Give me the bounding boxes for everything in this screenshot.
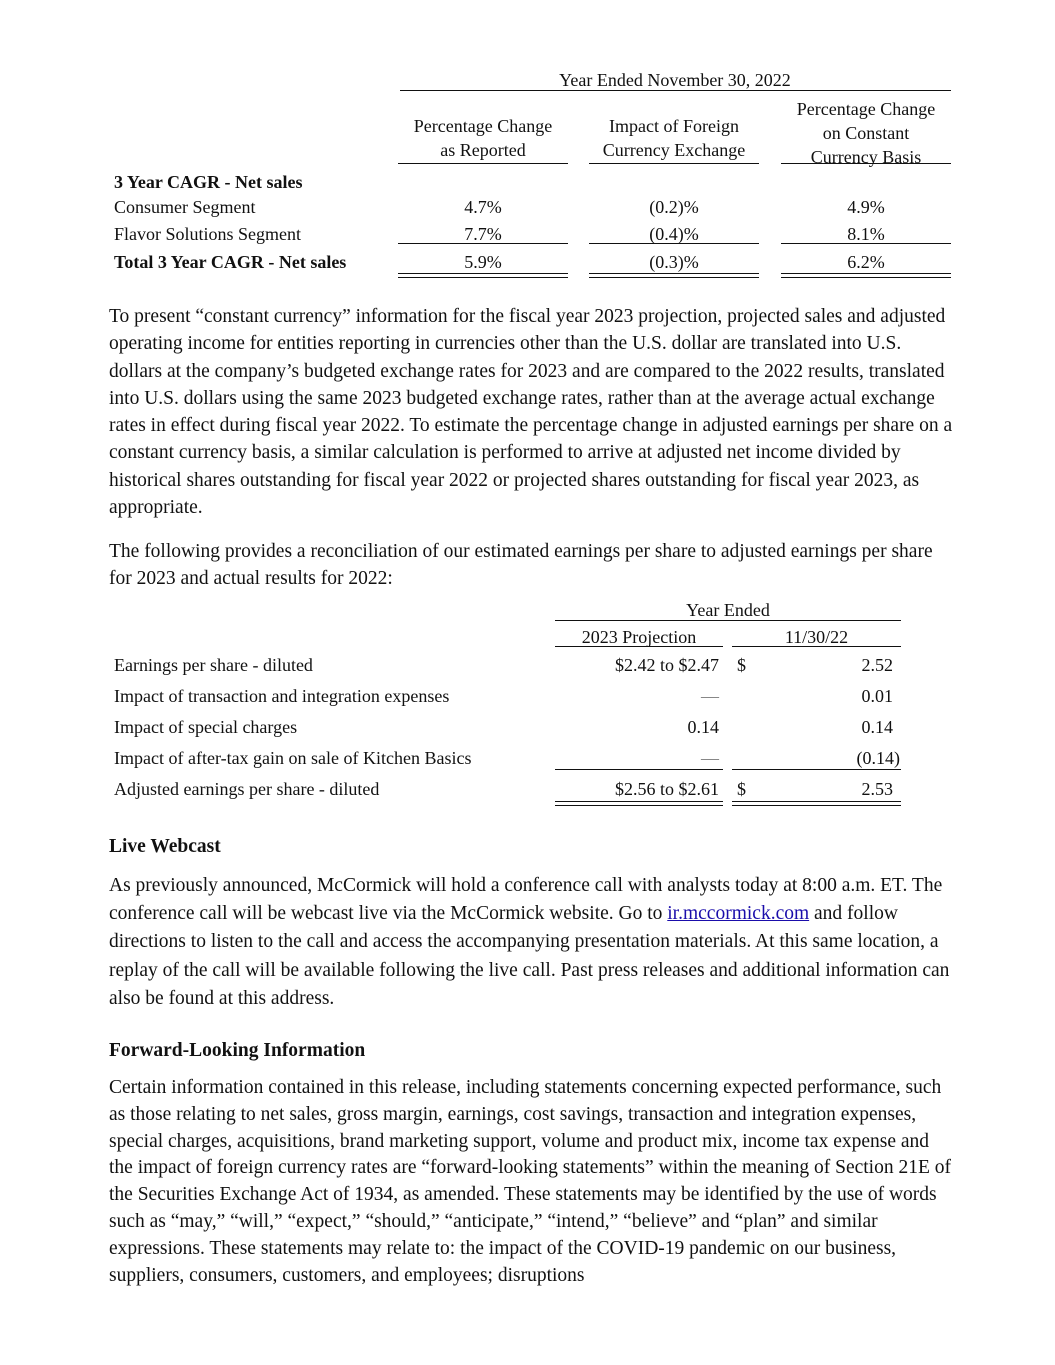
reconciliation-intro: The following provides a reconciliation of our estimated earnings per share to adjusted earnings per share for 2023 and actual results for 2022: bbox=[109, 541, 933, 590]
cagr-value: (0.2)% bbox=[649, 197, 699, 217]
divider bbox=[589, 243, 759, 244]
double-divider bbox=[732, 801, 901, 806]
divider bbox=[555, 646, 723, 647]
eps-period-header: Year Ended bbox=[686, 600, 770, 620]
double-divider bbox=[781, 273, 951, 278]
divider bbox=[555, 769, 723, 770]
webcast-text: As previously announced, McCormick will hold a conference call with analysts today at 8:00 a.m. ET. The conference call will be webcast live via the McCormick website. Go to bbox=[109, 875, 943, 925]
col-header-fx-impact bbox=[589, 114, 759, 162]
eps-actual: (0.14) bbox=[856, 748, 900, 768]
cagr-total-label: Total 3 Year CAGR - Net sales bbox=[114, 252, 347, 272]
divider bbox=[781, 243, 951, 244]
divider bbox=[732, 646, 901, 647]
cagr-value: 5.9% bbox=[464, 252, 502, 272]
divider bbox=[781, 163, 951, 164]
forward-looking-heading: Forward-Looking Information bbox=[109, 1040, 366, 1061]
col-header-line: as Reported bbox=[440, 140, 526, 160]
eps-projection: — bbox=[701, 686, 719, 706]
divider bbox=[400, 90, 951, 91]
cagr-row-label: Flavor Solutions Segment bbox=[114, 224, 302, 244]
cagr-period-header: Year Ended November 30, 2022 bbox=[559, 70, 791, 90]
eps-row-label: Impact of special charges bbox=[114, 717, 298, 737]
cagr-value: (0.4)% bbox=[649, 224, 699, 244]
eps-row-label: Adjusted earnings per share - diluted bbox=[114, 779, 380, 799]
col-header-line: Currency Exchange bbox=[602, 140, 746, 160]
webcast-heading: Live Webcast bbox=[109, 836, 221, 857]
col-header-line: on Constant bbox=[822, 123, 910, 143]
col-header-as-reported bbox=[398, 114, 568, 162]
cagr-value: 7.7% bbox=[464, 224, 502, 244]
currency-symbol: $ bbox=[737, 655, 746, 675]
eps-row-label: Impact of after-tax gain on sale of Kitchen Basics bbox=[114, 748, 472, 768]
divider bbox=[732, 769, 901, 770]
cagr-value: 6.2% bbox=[847, 252, 885, 272]
webcast-text: and follow directions to listen to the call and access the accompanying presentation materials. At this same location, a replay of the call will be available following the live call. Past press releases and additional information can also be found at this address. bbox=[109, 903, 950, 1009]
constant-currency-paragraph: To present “constant currency” information for the fiscal year 2023 projection, projected sales and adjusted operating income for entities reporting in currencies other than the U.S. dollar are translated into U.S. dollars at the company’s budgeted exchange rates for 2023 and are compared to the 2022 results, translated into U.S. dollars using the same 2023 budgeted exchange rates, rather than at the average actual exchange rates in effect during fiscal year 2022. To estimate the percentage change in adjusted earnings per share on a constant currency basis, a similar calculation is performed to arrive at adjusted net income divided by historical shares outstanding for fiscal year 2022 or projected shares outstanding for fiscal year 2023, as appropriate. bbox=[109, 306, 953, 519]
col-header-projection: 2023 Projection bbox=[581, 627, 697, 647]
col-header-line: Currency Basis bbox=[810, 147, 922, 167]
cagr-section-label: 3 Year CAGR - Net sales bbox=[114, 172, 303, 192]
double-divider bbox=[555, 801, 723, 806]
divider bbox=[589, 163, 759, 164]
eps-actual: 0.14 bbox=[861, 717, 893, 737]
eps-projection: $2.42 to $2.47 bbox=[614, 655, 719, 675]
eps-row-label: Impact of transaction and integration expenses bbox=[114, 686, 450, 706]
cagr-value: (0.3)% bbox=[649, 252, 699, 272]
eps-projection: $2.56 to $2.61 bbox=[614, 779, 719, 799]
webcast-paragraph bbox=[109, 872, 959, 1013]
cagr-value: 4.7% bbox=[464, 197, 502, 217]
col-header-line: Percentage Change bbox=[413, 116, 553, 136]
eps-projection: 0.14 bbox=[687, 717, 719, 737]
eps-actual: 2.52 bbox=[861, 655, 893, 675]
currency-symbol: $ bbox=[737, 779, 746, 799]
cagr-value: 4.9% bbox=[847, 197, 885, 217]
double-divider bbox=[398, 273, 568, 278]
eps-row-label: Earnings per share - diluted bbox=[114, 655, 313, 675]
divider bbox=[555, 620, 901, 621]
forward-looking-paragraph: Certain information contained in this release, including statements concerning expected performance, such as those relating to net sales, gross margin, earnings, cost savings, transaction and integration expenses, special charges, acquisitions, brand marketing support, volume and product mix, income tax expense and the impact of foreign currency rates are “forward-looking statements” within the meaning of Section 21E of the Securities Exchange Act of 1934, as amended. These statements may be identified by the use of words such as “may,” “will,” “expect,” “should,” “anticipate,” “intend,” “believe” and “plan” and similar expressions. These statements may relate to: the impact of the COVID-19 pandemic on our business, suppliers, consumers, customers, and employees; disruptions bbox=[109, 1077, 951, 1286]
cagr-value: 8.1% bbox=[847, 224, 885, 244]
col-header-line: Impact of Foreign bbox=[609, 116, 739, 136]
ir-website-link[interactable]: ir.mccormick.com bbox=[667, 903, 810, 925]
double-divider bbox=[589, 273, 759, 278]
eps-actual: 2.53 bbox=[861, 779, 893, 799]
divider bbox=[398, 163, 568, 164]
col-header-constant-currency bbox=[781, 97, 951, 169]
col-header-line: Percentage Change bbox=[796, 99, 936, 119]
cagr-row-label: Consumer Segment bbox=[114, 197, 256, 217]
col-header-actual: 11/30/22 bbox=[784, 627, 849, 647]
eps-projection: — bbox=[701, 748, 719, 768]
eps-actual: 0.01 bbox=[861, 686, 893, 706]
divider bbox=[398, 243, 568, 244]
